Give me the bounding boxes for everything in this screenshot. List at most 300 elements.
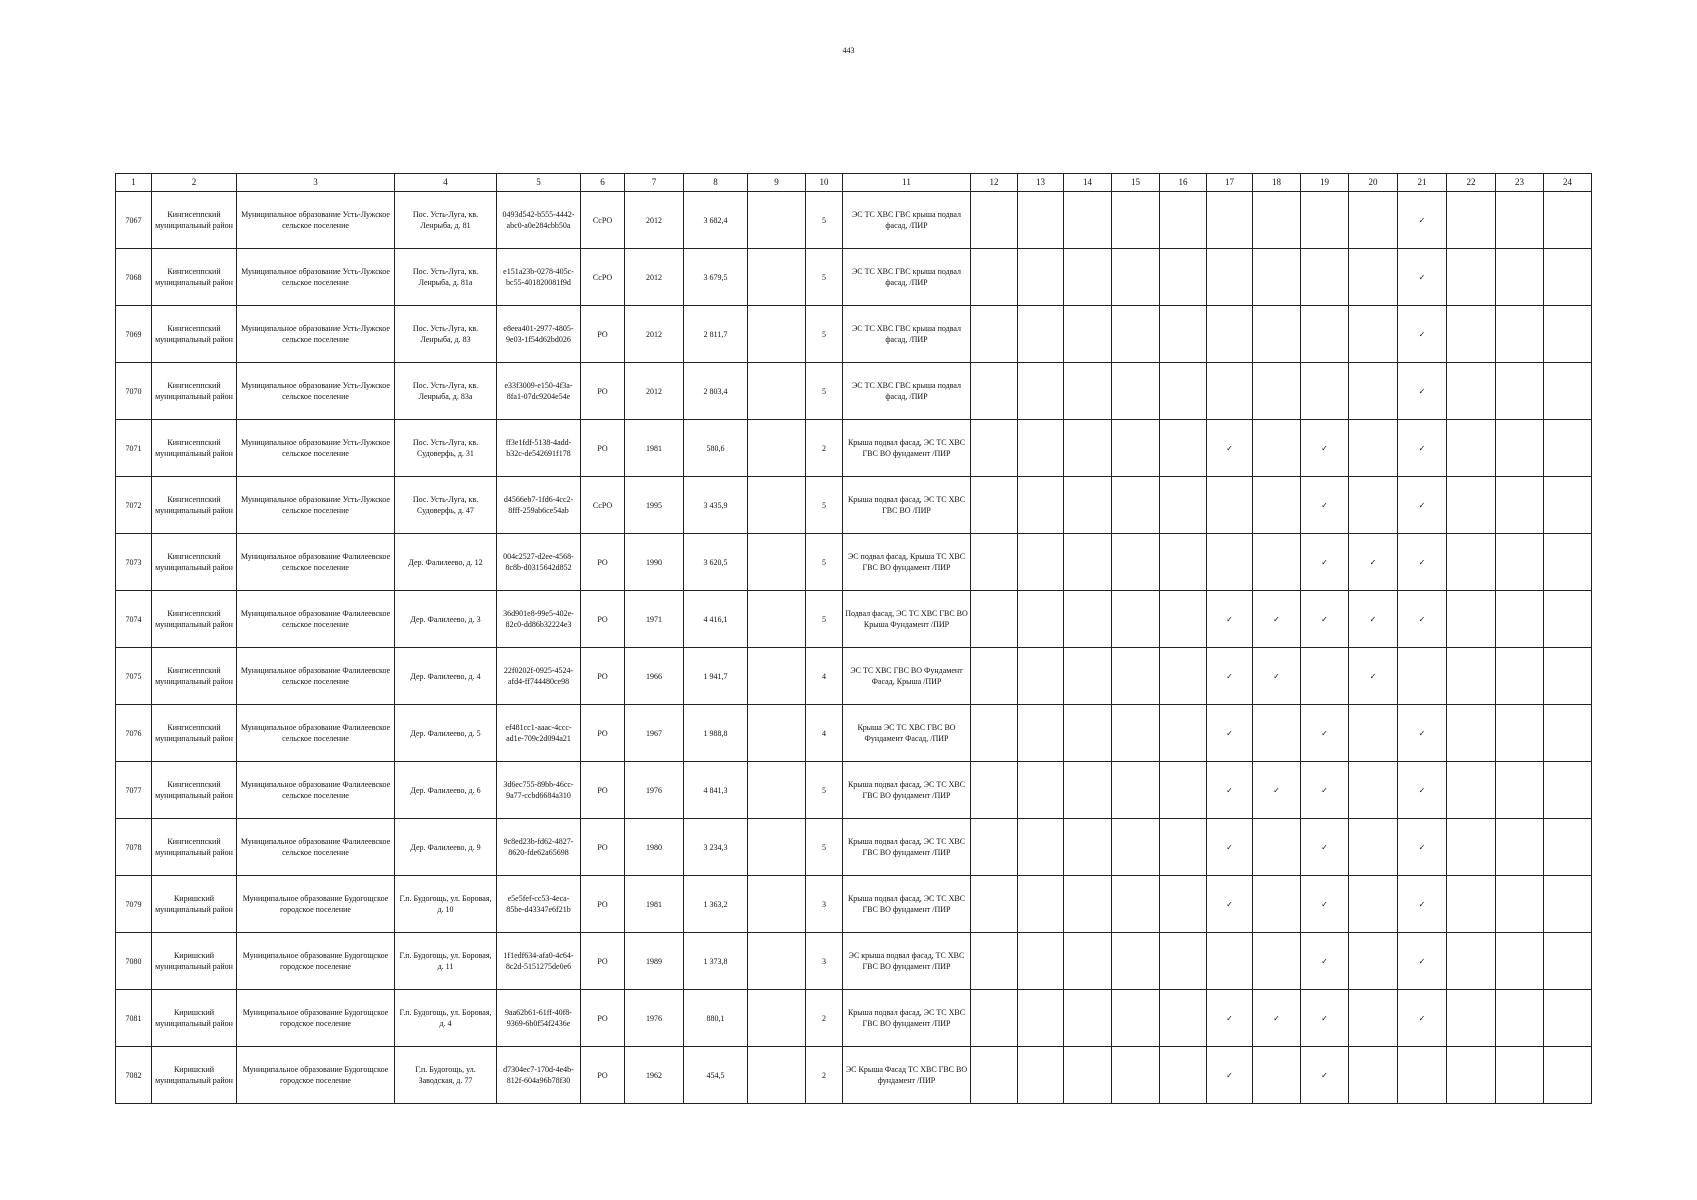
empty-cell (1544, 363, 1592, 420)
empty-cell (1496, 762, 1544, 819)
empty-cell (1349, 420, 1398, 477)
guid-cell: e8eea401-2977-4805-9e03-1f54d62bd026 (497, 306, 581, 363)
year-cell: 1967 (625, 705, 684, 762)
guid-cell: e5e5fef-cc53-4eca-85be-d43347e6f21b (497, 876, 581, 933)
guid-cell: 1f1edf634-afa0-4c64-8c2d-5151275de0e6 (497, 933, 581, 990)
empty-cell (1064, 819, 1112, 876)
empty-cell (1496, 192, 1544, 249)
check-mark-icon: ✓ (1398, 306, 1447, 363)
column-header-22: 22 (1447, 174, 1496, 192)
area-cell: 1 941,7 (684, 648, 748, 705)
empty-cell (1496, 477, 1544, 534)
header-row (116, 174, 1592, 192)
check-mark-icon: ✓ (1398, 762, 1447, 819)
fund-type-cell: СсРО (581, 249, 625, 306)
table-row (116, 477, 1592, 534)
empty-cell (1160, 1047, 1207, 1104)
empty-cell (1349, 705, 1398, 762)
works-cell: Крыша подвал фасад, ЭС ТС ХВС ГВС ВО /ПИР (843, 477, 971, 534)
check-mark-icon: ✓ (1398, 192, 1447, 249)
guid-cell: 004c2527-d2ee-4568-8c8b-d0315642d852 (497, 534, 581, 591)
district-cell: Кингисеппский муниципальный район (152, 705, 237, 762)
check-mark-icon: ✓ (1398, 534, 1447, 591)
works-cell: Подвал фасад, ЭС ТС ХВС ГВС ВО Крыша Фундамент /ПИР (843, 591, 971, 648)
fund-type-cell: РО (581, 990, 625, 1047)
guid-cell: d7304ec7-170d-4e4b-812f-604a96b78f30 (497, 1047, 581, 1104)
column-header-24: 24 (1544, 174, 1592, 192)
guid-cell: 3d6ec755-89bb-46cc-9a77-ccbd6684a310 (497, 762, 581, 819)
column-9-cell (748, 192, 806, 249)
table-row (116, 933, 1592, 990)
check-mark-icon: ✓ (1253, 990, 1301, 1047)
empty-cell (1018, 534, 1064, 591)
empty-cell (1207, 933, 1253, 990)
empty-cell (1349, 477, 1398, 534)
empty-cell (1112, 648, 1160, 705)
column-header-2: 2 (152, 174, 237, 192)
column-header-14: 14 (1064, 174, 1112, 192)
area-cell: 3 435,9 (684, 477, 748, 534)
empty-cell (1160, 192, 1207, 249)
table-row (116, 249, 1592, 306)
area-cell: 3 682,4 (684, 192, 748, 249)
municipality-cell: Муниципальное образование Фалилеевское сельское поселение (237, 762, 395, 819)
empty-cell (1447, 819, 1496, 876)
municipality-cell: Муниципальное образование Будогощское городское поселение (237, 876, 395, 933)
check-mark-icon: ✓ (1398, 591, 1447, 648)
check-mark-icon: ✓ (1207, 648, 1253, 705)
empty-cell (1447, 363, 1496, 420)
row-number: 7077 (116, 762, 152, 819)
empty-cell (1160, 306, 1207, 363)
empty-cell (1544, 990, 1592, 1047)
column-header-8: 8 (684, 174, 748, 192)
empty-cell (1160, 591, 1207, 648)
floors-cell: 5 (806, 363, 843, 420)
empty-cell (971, 477, 1018, 534)
district-cell: Кингисеппский муниципальный район (152, 591, 237, 648)
address-cell: Г.п. Будогощь, ул. Боровая, д. 10 (395, 876, 497, 933)
column-header-7: 7 (625, 174, 684, 192)
guid-cell: 9aa62b61-61ff-40f8-9369-6b0f54f2436e (497, 990, 581, 1047)
register-table (115, 173, 1592, 1104)
column-header-6: 6 (581, 174, 625, 192)
empty-cell (1018, 762, 1064, 819)
works-cell: Крыша ЭС ТС ХВС ГВС ВО Фундамент Фасад, /ПИР (843, 705, 971, 762)
empty-cell (1447, 477, 1496, 534)
row-number: 7071 (116, 420, 152, 477)
fund-type-cell: РО (581, 819, 625, 876)
empty-cell (1301, 192, 1349, 249)
floors-cell: 3 (806, 933, 843, 990)
check-mark-icon: ✓ (1207, 420, 1253, 477)
table-row (116, 363, 1592, 420)
empty-cell (1447, 762, 1496, 819)
guid-cell: e151a23b-0278-405c-bc55-401820081f9d (497, 249, 581, 306)
check-mark-icon: ✓ (1207, 990, 1253, 1047)
floors-cell: 5 (806, 249, 843, 306)
empty-cell (1064, 591, 1112, 648)
empty-cell (1544, 534, 1592, 591)
floors-cell: 2 (806, 1047, 843, 1104)
empty-cell (1447, 306, 1496, 363)
empty-cell (1018, 990, 1064, 1047)
row-number: 7075 (116, 648, 152, 705)
empty-cell (1160, 876, 1207, 933)
empty-cell (1207, 534, 1253, 591)
empty-cell (1496, 990, 1544, 1047)
column-9-cell (748, 306, 806, 363)
empty-cell (1064, 762, 1112, 819)
empty-cell (971, 591, 1018, 648)
column-header-9: 9 (748, 174, 806, 192)
column-header-11: 11 (843, 174, 971, 192)
area-cell: 880,1 (684, 990, 748, 1047)
column-header-17: 17 (1207, 174, 1253, 192)
check-mark-icon: ✓ (1207, 591, 1253, 648)
municipality-cell: Муниципальное образование Усть-Лужское сельское поселение (237, 363, 395, 420)
fund-type-cell: РО (581, 876, 625, 933)
empty-cell (1447, 933, 1496, 990)
year-cell: 1966 (625, 648, 684, 705)
check-mark-icon: ✓ (1398, 477, 1447, 534)
column-9-cell (748, 876, 806, 933)
check-mark-icon: ✓ (1301, 990, 1349, 1047)
empty-cell (1447, 534, 1496, 591)
empty-cell (1018, 705, 1064, 762)
works-cell: ЭС ТС ХВС ГВС крыша подвал фасад, /ПИР (843, 192, 971, 249)
works-cell: Крыша подвал фасад, ЭС ТС ХВС ГВС ВО фундамент /ПИР (843, 762, 971, 819)
row-number: 7068 (116, 249, 152, 306)
empty-cell (1064, 363, 1112, 420)
area-cell: 3 679,5 (684, 249, 748, 306)
column-header-4: 4 (395, 174, 497, 192)
district-cell: Кингисеппский муниципальный район (152, 819, 237, 876)
table-row (116, 420, 1592, 477)
empty-cell (1253, 420, 1301, 477)
empty-cell (1112, 306, 1160, 363)
empty-cell (1018, 1047, 1064, 1104)
empty-cell (1064, 306, 1112, 363)
column-header-15: 15 (1112, 174, 1160, 192)
row-number: 7072 (116, 477, 152, 534)
empty-cell (1112, 420, 1160, 477)
check-mark-icon: ✓ (1207, 762, 1253, 819)
column-9-cell (748, 1047, 806, 1104)
check-mark-icon: ✓ (1207, 819, 1253, 876)
address-cell: Дер. Фалилеево, д. 3 (395, 591, 497, 648)
empty-cell (1112, 876, 1160, 933)
works-cell: ЭС ТС ХВС ГВС крыша подвал фасад, /ПИР (843, 249, 971, 306)
address-cell: Пос. Усть-Луга, кв. Ленрыба, д. 81 (395, 192, 497, 249)
check-mark-icon: ✓ (1301, 477, 1349, 534)
empty-cell (1349, 306, 1398, 363)
check-mark-icon: ✓ (1253, 648, 1301, 705)
check-mark-icon: ✓ (1301, 420, 1349, 477)
fund-type-cell: СсРО (581, 477, 625, 534)
empty-cell (1253, 192, 1301, 249)
empty-cell (1447, 591, 1496, 648)
area-cell: 4 416,1 (684, 591, 748, 648)
row-number: 7080 (116, 933, 152, 990)
year-cell: 1980 (625, 819, 684, 876)
empty-cell (1301, 306, 1349, 363)
municipality-cell: Муниципальное образование Усть-Лужское сельское поселение (237, 192, 395, 249)
municipality-cell: Муниципальное образование Фалилеевское сельское поселение (237, 819, 395, 876)
empty-cell (1018, 648, 1064, 705)
municipality-cell: Муниципальное образование Будогощское городское поселение (237, 1047, 395, 1104)
column-header-3: 3 (237, 174, 395, 192)
works-cell: ЭС Крыша Фасад ТС ХВС ГВС ВО фундамент /ПИР (843, 1047, 971, 1104)
row-number: 7074 (116, 591, 152, 648)
empty-cell (1064, 477, 1112, 534)
empty-cell (1496, 1047, 1544, 1104)
empty-cell (1018, 876, 1064, 933)
column-header-10: 10 (806, 174, 843, 192)
row-number: 7082 (116, 1047, 152, 1104)
year-cell: 2012 (625, 306, 684, 363)
empty-cell (1253, 876, 1301, 933)
floors-cell: 4 (806, 648, 843, 705)
floors-cell: 3 (806, 876, 843, 933)
fund-type-cell: РО (581, 306, 625, 363)
empty-cell (1544, 819, 1592, 876)
floors-cell: 5 (806, 192, 843, 249)
area-cell: 3 234,3 (684, 819, 748, 876)
empty-cell (1447, 1047, 1496, 1104)
table-row (116, 705, 1592, 762)
empty-cell (1496, 648, 1544, 705)
address-cell: Дер. Фалилеево, д. 5 (395, 705, 497, 762)
empty-cell (1544, 933, 1592, 990)
year-cell: 1976 (625, 990, 684, 1047)
empty-cell (1112, 534, 1160, 591)
check-mark-icon: ✓ (1398, 705, 1447, 762)
empty-cell (1496, 534, 1544, 591)
floors-cell: 2 (806, 420, 843, 477)
fund-type-cell: РО (581, 420, 625, 477)
floors-cell: 5 (806, 306, 843, 363)
empty-cell (1544, 1047, 1592, 1104)
empty-cell (1253, 249, 1301, 306)
column-9-cell (748, 477, 806, 534)
fund-type-cell: РО (581, 933, 625, 990)
check-mark-icon: ✓ (1301, 705, 1349, 762)
empty-cell (1112, 762, 1160, 819)
empty-cell (1349, 933, 1398, 990)
address-cell: Пос. Усть-Луга, кв. Ленрыба, д. 83а (395, 363, 497, 420)
row-number: 7073 (116, 534, 152, 591)
empty-cell (1064, 249, 1112, 306)
empty-cell (1064, 1047, 1112, 1104)
address-cell: Дер. Фалилеево, д. 12 (395, 534, 497, 591)
empty-cell (1018, 363, 1064, 420)
empty-cell (1447, 990, 1496, 1047)
empty-cell (1544, 192, 1592, 249)
empty-cell (1447, 420, 1496, 477)
table-header (116, 174, 1592, 192)
empty-cell (1496, 705, 1544, 762)
check-mark-icon: ✓ (1398, 819, 1447, 876)
empty-cell (1160, 249, 1207, 306)
municipality-cell: Муниципальное образование Усть-Лужское сельское поселение (237, 306, 395, 363)
empty-cell (1018, 477, 1064, 534)
row-number: 7076 (116, 705, 152, 762)
area-cell: 1 988,8 (684, 705, 748, 762)
fund-type-cell: РО (581, 762, 625, 819)
works-cell: ЭС ТС ХВС ГВС крыша подвал фасад, /ПИР (843, 363, 971, 420)
empty-cell (1301, 648, 1349, 705)
empty-cell (1112, 591, 1160, 648)
works-cell: Крыша подвал фасад, ЭС ТС ХВС ГВС ВО фундамент /ПИР (843, 990, 971, 1047)
area-cell: 3 620,5 (684, 534, 748, 591)
district-cell: Кингисеппский муниципальный район (152, 363, 237, 420)
empty-cell (1496, 876, 1544, 933)
empty-cell (1207, 363, 1253, 420)
empty-cell (1064, 705, 1112, 762)
row-number: 7070 (116, 363, 152, 420)
year-cell: 1962 (625, 1047, 684, 1104)
municipality-cell: Муниципальное образование Будогощское городское поселение (237, 933, 395, 990)
address-cell: Дер. Фалилеево, д. 6 (395, 762, 497, 819)
fund-type-cell: РО (581, 648, 625, 705)
address-cell: Пос. Усть-Луга, кв. Ленрыба, д. 81а (395, 249, 497, 306)
check-mark-icon: ✓ (1398, 990, 1447, 1047)
empty-cell (971, 876, 1018, 933)
empty-cell (1160, 648, 1207, 705)
empty-cell (971, 819, 1018, 876)
empty-cell (1160, 420, 1207, 477)
check-mark-icon: ✓ (1301, 534, 1349, 591)
works-cell: Крыша подвал фасад, ЭС ТС ХВС ГВС ВО фундамент /ПИР (843, 420, 971, 477)
area-cell: 2 811,7 (684, 306, 748, 363)
empty-cell (971, 534, 1018, 591)
page-number: 443 (842, 46, 855, 55)
table-row (116, 1047, 1592, 1104)
empty-cell (1544, 648, 1592, 705)
check-mark-icon: ✓ (1301, 1047, 1349, 1104)
address-cell: Дер. Фалилеево, д. 9 (395, 819, 497, 876)
table-row (116, 876, 1592, 933)
fund-type-cell: РО (581, 534, 625, 591)
empty-cell (1447, 876, 1496, 933)
column-9-cell (748, 762, 806, 819)
empty-cell (1064, 534, 1112, 591)
column-header-23: 23 (1496, 174, 1544, 192)
check-mark-icon: ✓ (1301, 876, 1349, 933)
empty-cell (1112, 363, 1160, 420)
column-header-1: 1 (116, 174, 152, 192)
empty-cell (971, 1047, 1018, 1104)
column-header-20: 20 (1349, 174, 1398, 192)
works-cell: Крыша подвал фасад, ЭС ТС ХВС ГВС ВО фундамент /ПИР (843, 819, 971, 876)
check-mark-icon: ✓ (1253, 762, 1301, 819)
district-cell: Киришский муниципальный район (152, 990, 237, 1047)
address-cell: Дер. Фалилеево, д. 4 (395, 648, 497, 705)
floors-cell: 5 (806, 591, 843, 648)
area-cell: 2 803,4 (684, 363, 748, 420)
address-cell: Пос. Усть-Луга, кв. Судоверфь, д. 47 (395, 477, 497, 534)
district-cell: Кингисеппский муниципальный район (152, 648, 237, 705)
year-cell: 2012 (625, 249, 684, 306)
empty-cell (1253, 477, 1301, 534)
municipality-cell: Муниципальное образование Будогощское городское поселение (237, 990, 395, 1047)
empty-cell (1253, 705, 1301, 762)
year-cell: 1981 (625, 420, 684, 477)
empty-cell (1398, 1047, 1447, 1104)
check-mark-icon: ✓ (1207, 876, 1253, 933)
empty-cell (1253, 933, 1301, 990)
column-9-cell (748, 819, 806, 876)
empty-cell (1112, 819, 1160, 876)
address-cell: Г.п. Будогощь, ул. Боровая, д. 11 (395, 933, 497, 990)
check-mark-icon: ✓ (1253, 591, 1301, 648)
column-header-5: 5 (497, 174, 581, 192)
empty-cell (1018, 249, 1064, 306)
fund-type-cell: РО (581, 1047, 625, 1104)
empty-cell (971, 420, 1018, 477)
empty-cell (1544, 249, 1592, 306)
area-cell: 580,6 (684, 420, 748, 477)
table-row (116, 990, 1592, 1047)
address-cell: Пос. Усть-Луга, кв. Судоверфь, д. 31 (395, 420, 497, 477)
empty-cell (1544, 420, 1592, 477)
table-row (116, 591, 1592, 648)
empty-cell (1064, 420, 1112, 477)
guid-cell: 22f0202f-0925-4524-afd4-ff744480ce98 (497, 648, 581, 705)
empty-cell (1349, 1047, 1398, 1104)
empty-cell (1447, 648, 1496, 705)
empty-cell (1544, 762, 1592, 819)
check-mark-icon: ✓ (1301, 933, 1349, 990)
empty-cell (1160, 762, 1207, 819)
empty-cell (1349, 363, 1398, 420)
empty-cell (1064, 933, 1112, 990)
empty-cell (1207, 249, 1253, 306)
empty-cell (1253, 306, 1301, 363)
district-cell: Кингисеппский муниципальный район (152, 477, 237, 534)
fund-type-cell: РО (581, 591, 625, 648)
year-cell: 1990 (625, 534, 684, 591)
column-9-cell (748, 534, 806, 591)
check-mark-icon: ✓ (1349, 591, 1398, 648)
empty-cell (971, 363, 1018, 420)
fund-type-cell: СсРО (581, 192, 625, 249)
empty-cell (1253, 1047, 1301, 1104)
column-9-cell (748, 933, 806, 990)
works-cell: ЭС крыша подвал фасад, ТС ХВС ГВС ВО фундамент /ПИР (843, 933, 971, 990)
empty-cell (1349, 249, 1398, 306)
column-9-cell (748, 363, 806, 420)
district-cell: Киришский муниципальный район (152, 876, 237, 933)
empty-cell (971, 192, 1018, 249)
empty-cell (1349, 762, 1398, 819)
municipality-cell: Муниципальное образование Фалилеевское сельское поселение (237, 591, 395, 648)
empty-cell (1160, 363, 1207, 420)
table-row (116, 534, 1592, 591)
guid-cell: ff3e1fdf-5138-4add-b32c-de542691f178 (497, 420, 581, 477)
area-cell: 1 363,2 (684, 876, 748, 933)
empty-cell (1301, 249, 1349, 306)
empty-cell (1253, 363, 1301, 420)
empty-cell (1496, 420, 1544, 477)
guid-cell: 0493d542-b555-4442-abc0-a0e284cbb50a (497, 192, 581, 249)
empty-cell (1447, 249, 1496, 306)
table-row (116, 819, 1592, 876)
empty-cell (1064, 648, 1112, 705)
year-cell: 1995 (625, 477, 684, 534)
column-header-19: 19 (1301, 174, 1349, 192)
